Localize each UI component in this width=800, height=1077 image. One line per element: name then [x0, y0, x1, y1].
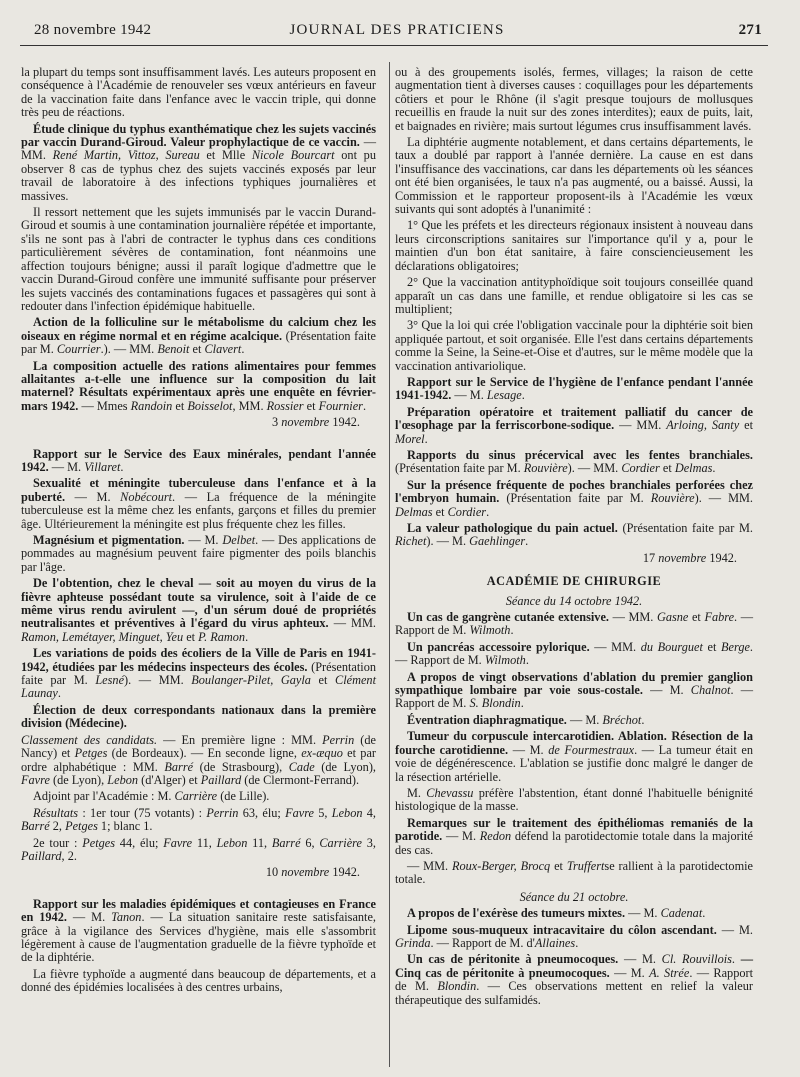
article-entry: Tumeur du corpuscule intercarotidien. Ablation. Résection de la fourche carotidienne. — M. de Fourmestraux. — La tumeur était en voie de dégénérescence. L'ablation se justifie donc malgré le danger de la résection artérielle. — [395, 729, 753, 784]
paragraph: M. Chevassu préfère l'abstention, étant donné l'habituelle bénignité histologique de la masse. — [395, 785, 753, 814]
paragraph: la plupart du temps sont insuffisamment lavés. Les auteurs proposent en conséquence à l'Académie de renouveler ses vœux antérieurs en faveur de la vaccination faite dans l'enfance avec le vaccin triple, qui donne très peu de réactions. — [21, 65, 376, 120]
paragraph: ou à des groupements isolés, fermes, villages; la raison de cette augmentation tient à diverses causes : coquillages pour les départements côtiers et pour le Rhône (il s'agit presque toujours de mollusques recueillis en fraude la nuit sur des zones interdites); eaux de puits, lait, et baignades en rivière; mais surtout légumes crus insuffisamment lavés. — [395, 65, 753, 133]
article-entry: La composition actuelle des rations alimentaires pour femmes allaitantes a-t-elle une influence sur la composition du lait maternel? Résultats expérimentaux après une enquête en février-mars 1942. — Mmes Randoin et Boisselot, MM. Rossier et Fournier. — [21, 358, 376, 413]
header-rule — [20, 45, 768, 46]
article-entry: Rapport sur le Service de l'hygiène de l'enfance pendant l'année 1941-1942. — M. Lesage. — [395, 374, 753, 403]
article-entry: Magnésium et pigmentation. — M. Delbet. — Des applications de pommades au magnésium peuvent faire pigmenter des poils blanchis par l'âge. — [21, 533, 376, 574]
article-entry: La valeur pathologique du pain actuel. (Présentation faite par M. Richet). — M. Gaehlinger. — [395, 521, 753, 549]
journal-title: JOURNAL DES PRATICIENS — [289, 22, 505, 38]
paragraph: Adjoint par l'Académie : M. Carrière (de Lille). — [33, 789, 270, 804]
session-heading: Séance du 14 octobre 1942. — [505, 593, 643, 608]
paragraph: 1° Que les préfets et les directeurs régionaux insistent à nouveau dans leurs circonscriptions sanitaires sur l'importance qu'il y a, pour le maintien d'un bon état sanitaire, à faire consciencieusement les déclarations obligatoires; — [395, 218, 753, 273]
article-entry: Un pancréas accessoire pylorique. — MM. du Bourguet et Berge. — Rapport de M. Wilmoth. — [395, 639, 753, 668]
paragraph: Résultats : 1er tour (75 votants) : Perrin 63, élu; Favre 5, Lebon 4, Barré 2, Petges 1; blanc 1. — [21, 805, 376, 834]
article-entry: Les variations de poids des écoliers de la Ville de Paris en 1941-1942, étudiées par les médecins inspecteurs des écoles. (Présentation faite par M. Lesné). — MM. Boulanger-Pilet, Gayla et Clément Launay. — [21, 646, 376, 701]
session-date: 10 novembre 1942. — [265, 865, 360, 880]
paragraph: — MM. Roux-Berger, Brocq et Truffertse rallient à la parotidectomie totale. — [395, 858, 754, 887]
paragraph: Classement des candidats. — En première ligne : MM. Perrin (de Nancy) et Petges (de Bordeaux). — En seconde ligne, ex-æquo et par ordre alphabétique : MM. Barré (de Strasbourg), Cade (de Lyon), Favre (de Lyon), Lebon (d'Alger) et Paillard (de Clermont-Ferrand). — [21, 732, 376, 787]
paragraph: La diphtérie augmente notablement, et dans certains départements, le taux a doublé par rapport à l'année dernière. La cause en est dans l'insuffisance des vaccinations, car dans les départements où les séances ont été bien organisées, le taux n'a pas augmenté, ou a baissé. Aussi, la Commission et le rapporteur proposent-ils à l'Académie les vœux suivants qui sont adoptés à l'unanimité : — [395, 135, 753, 217]
left-column — [21, 66, 376, 998]
page-header — [32, 22, 762, 44]
session-heading: Séance du 21 octobre. — [519, 889, 629, 904]
article-entry: Remarques sur le traitement des épithéliomas remaniés de la parotide. — M. Redon défend la parotidectomie totale dans la majorité des cas. — [395, 815, 753, 857]
article-entry: Rapport sur les maladies épidémiques et contagieuses en France en 1942. — M. Tanon. — La situation sanitaire reste satisfaisante, grâce à la vigilance des Services d'hygiène, mais elle s'assombrit légèrement à cause de l'augmentation graduelle de la fièvre typhoïde et de la diphtérie. — [21, 896, 376, 965]
article-entry: De l'obtention, chez le cheval — soit au moyen du virus de la fièvre aphteuse possédant toute sa virulence, soit à l'aide de ce même virus rendu avirulent —, d'un sérum doué de propriétés neutralisantes et préventives à l'égard du virus aphteux. — MM. Ramon, Lemétayer, Minguet, Yeu et P. Ramon. — [21, 576, 376, 644]
column-divider — [389, 62, 390, 1067]
article-entry: Un cas de gangrène cutanée extensive. — MM. Gasne et Fabre. — Rapport de M. Wilmoth. — [395, 610, 753, 638]
paragraph: 2° Que la vaccination antityphoïdique soit toujours conseillée quand apparaît un cas dans une famille, et rendue obligatoire si les cas se multiplient; — [395, 275, 753, 316]
article-entry: Un cas de péritonite à pneumocoques. — M. Cl. Rouvillois. — Cinq cas de péritonite à pneumocoques. — M. A. Strée. — Rapport de M. Blondin. — Ces observations mettent en relief la valeur thérapeutique des sulfamidés. — [395, 952, 754, 1007]
paragraph: 3° Que la loi qui crée l'obligation vaccinale pour la diphtérie soit bien appliquée partout, et soit organisée. Elle l'est dans certains départements comme la Seine, la Seine-et-Oise et d'autres, sur le même modèle que la vaccination antivariolique. — [395, 318, 753, 373]
paragraph: La fièvre typhoïde a augmenté dans beaucoup de départements, et a donné des épidémies localisées à des centres urbains, — [21, 966, 376, 995]
article-entry: Lipome sous-muqueux intracavitaire du côlon ascendant. — M. Grinda. — Rapport de M. d'Allaines. — [395, 922, 753, 950]
right-column — [395, 66, 753, 1010]
paragraph: Il ressort nettement que les sujets immunisés par le vaccin Durand-Giroud et soumis à une contamination journalière répétée et importante, s'ils ne sont pas à l'abri de contracter le typhus dans ces conditions particulièrement sévères de contamination, font néanmoins une affection toujours bénigne; aussi il paraît logique d'admettre que le vaccin Durand-Giroud confère une immunité suffisante pour préserver les sujets vaccinés des contaminations fugaces et passagères qui sont à redouter dans l'infection épidémique habituelle. — [21, 205, 376, 313]
session-date: 17 novembre 1942. — [642, 550, 737, 565]
session-date: 3 novembre 1942. — [271, 415, 360, 430]
page-number: 271 — [738, 22, 762, 38]
section-heading: ACADÉMIE DE CHIRURGIE — [486, 574, 662, 589]
article-entry: A propos de l'exérèse des tumeurs mixtes. — M. Cadenat. — [407, 906, 706, 921]
article-entry: Étude clinique du typhus exanthématique chez les sujets vaccinés par vaccin Durand-Giroud. Valeur prophylactique de ce vaccin. — MM. René Martin, Vittoz, Sureau et Mlle Nicole Bourcart ont pu observer 8 cas de typhus chez des sujets vaccinés exposés par leur travail de laboratoire à des infections typhiques journalières et massives. — [21, 121, 377, 203]
article-entry: Sexualité et méningite tuberculeuse dans l'enfance et à la puberté. — M. Nobécourt. — La fréquence de la méningite tuberculeuse est la même chez les enfants, garçons et filles du premier âge. Ultérieurement la méningite est plus fréquente chez les filles. — [21, 476, 376, 531]
article-entry: Élection de deux correspondants nationaux dans la première division (Médecine). — [21, 702, 376, 731]
article-entry: A propos de vingt observations d'ablation du premier ganglion sympathique lombaire par voie sous-costale. — M. Chalnot. — Rapport de M. S. Blondin. — [395, 669, 753, 711]
article-entry: Préparation opératoire et traitement palliatif du cancer de l'œsophage par la ferriscorbone-sodique. — MM. Arloing, Santy et Morel. — [395, 404, 754, 446]
article-entry: Rapports du sinus précervical avec les fentes branchiales. (Présentation faite par M. Rouvière). — MM. Cordier et Delmas. — [395, 447, 753, 476]
article-entry: Éventration diaphragmatique. — M. Bréchot. — [407, 712, 645, 727]
issue-date: 28 novembre 1942 — [34, 22, 152, 38]
article-entry: Action de la folliculine sur le métabolisme du calcium chez les oiseaux en régime normal et en régime acalcique. (Présentation faite par M. Courrier.). — MM. Benoit et Clavert. — [21, 315, 376, 357]
article-entry: Sur la présence fréquente de poches branchiales perforées chez l'embryon humain. (Présentation faite par M. Rouvière). — MM. Delmas et Cordier. — [395, 477, 754, 519]
paragraph: 2e tour : Petges 44, élu; Favre 11, Lebon 11, Barré 6, Carrière 3, Paillard, 2. — [21, 835, 376, 863]
article-entry: Rapport sur le Service des Eaux minérales, pendant l'année 1942. — M. Villaret. — [21, 446, 376, 474]
